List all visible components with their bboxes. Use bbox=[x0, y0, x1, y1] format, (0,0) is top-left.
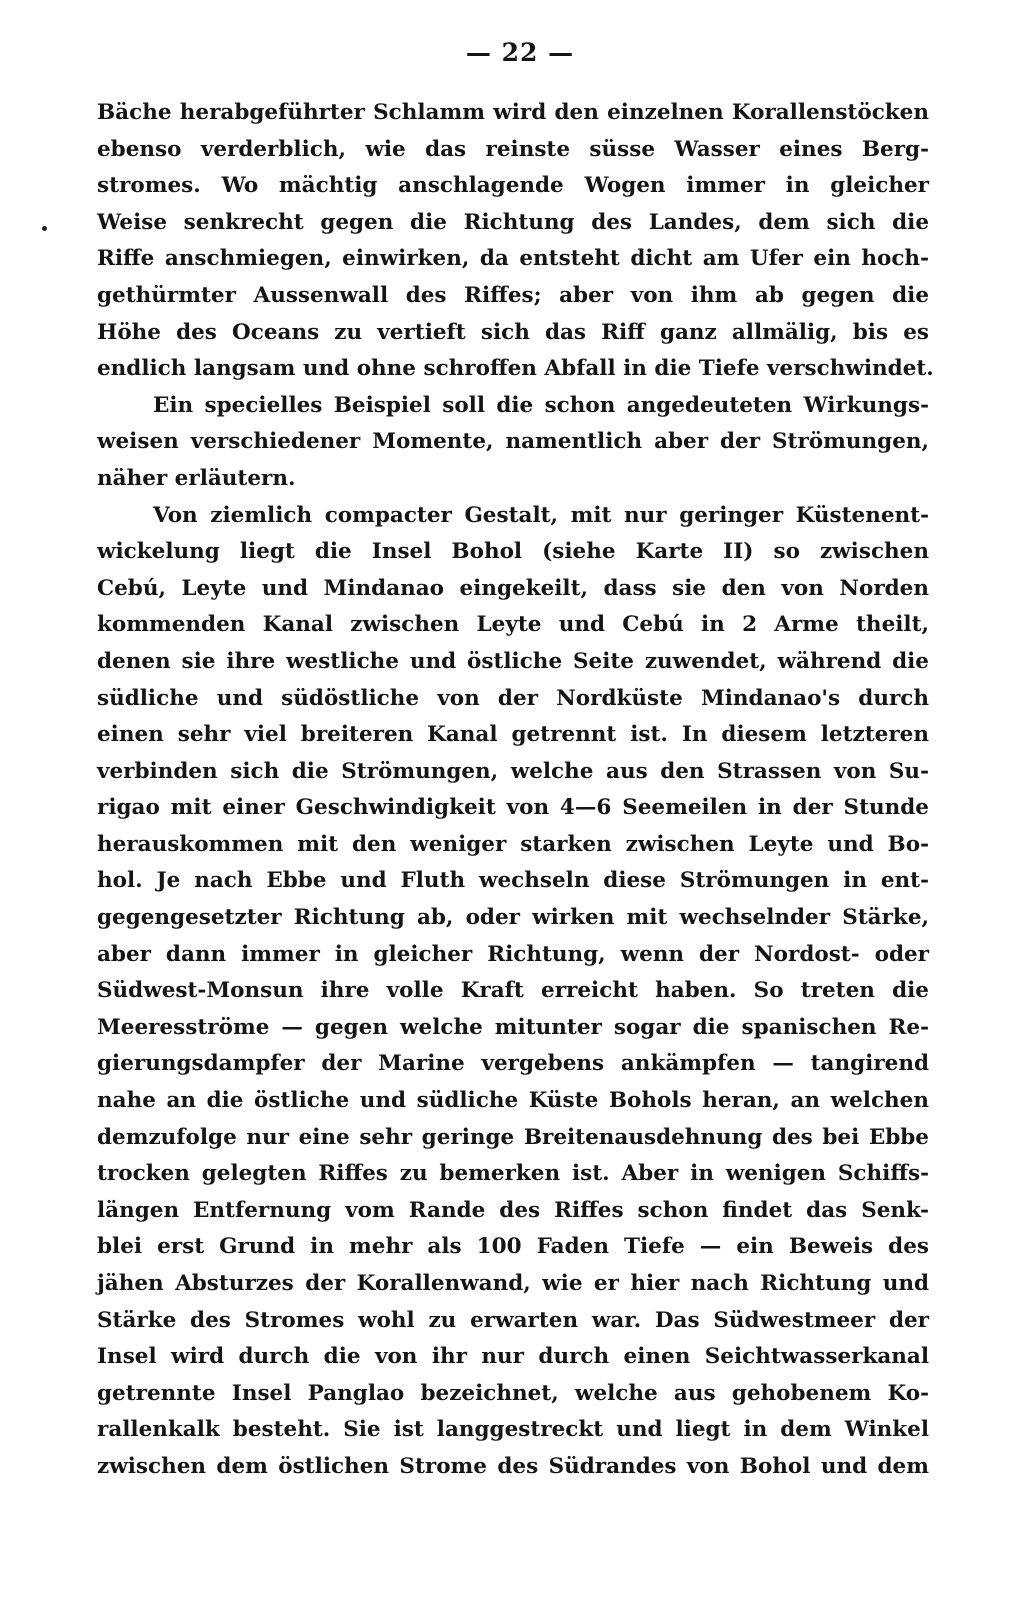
text-line: weisen verschiedener Momente, namentlich aber der Strömungen, bbox=[97, 429, 929, 455]
text-line: längen Entfernung vom Rande des Riffes schon findet das Senk- bbox=[97, 1197, 929, 1223]
text-line: rigao mit einer Geschwindigkeit von 4—6 Seemeilen in der Stunde bbox=[97, 795, 929, 821]
paragraph-start-line: Ein specielles Beispiel soll die schon angedeuteten Wirkungs- bbox=[153, 392, 929, 418]
text-line: einen sehr viel breiteren Kanal getrennt ist. In diesem letzteren bbox=[97, 722, 929, 748]
text-line: Cebú, Leyte und Mindanao eingekeilt, dass sie den von Norden bbox=[97, 575, 929, 601]
text-line: zwischen dem östlichen Strome des Südrandes von Bohol und dem bbox=[97, 1453, 929, 1479]
text-line: kommenden Kanal zwischen Leyte und Cebú in 2 Arme theilt, bbox=[97, 612, 929, 638]
paragraph-start-line: Von ziemlich compacter Gestalt, mit nur geringer Küstenent- bbox=[153, 502, 929, 528]
text-line: verbinden sich die Strömungen, welche aus den Strassen von Su- bbox=[97, 758, 929, 784]
text-line: endlich langsam und ohne schroffen Abfall in die Tiefe verschwindet. bbox=[97, 356, 934, 382]
text-line: Riffe anschmiegen, einwirken, da entsteht dicht am Ufer ein hoch- bbox=[97, 246, 929, 272]
text-line: trocken gelegten Riffes zu bemerken ist. Aber in wenigen Schiffs- bbox=[97, 1161, 929, 1187]
text-line: Insel wird durch die von ihr nur durch einen Seichtwasserkanal bbox=[97, 1344, 929, 1370]
text-line: ebenso verderblich, wie das reinste süsse Wasser eines Berg- bbox=[97, 136, 929, 162]
text-line: näher erläutern. bbox=[97, 465, 296, 491]
text-line: Bäche herabgeführter Schlamm wird den einzelnen Korallenstöcken bbox=[97, 100, 929, 125]
text-line: hol. Je nach Ebbe und Fluth wechseln diese Strömungen in ent- bbox=[97, 868, 929, 894]
body-text bbox=[97, 95, 934, 1486]
text-line: denen sie ihre westliche und östliche Seite zuwendet, während die bbox=[97, 648, 929, 674]
text-line: nahe an die östliche und südliche Küste Bohols heran, an welchen bbox=[97, 1088, 929, 1114]
text-line: blei erst Grund in mehr als 100 Faden Tiefe — ein Beweis des bbox=[97, 1234, 929, 1260]
text-line: getrennte Insel Panglao bezeichnet, welche aus gehobenem Ko- bbox=[97, 1380, 929, 1406]
text-line: Höhe des Oceans zu vertieft sich das Riff ganz allmälig, bis es bbox=[97, 319, 929, 345]
page-number: — 22 — bbox=[465, 38, 575, 67]
text-line: aber dann immer in gleicher Richtung, wenn der Nordost- oder bbox=[97, 941, 929, 967]
text-line: demzufolge nur eine sehr geringe Breitenausdehnung des bei Ebbe bbox=[97, 1124, 929, 1150]
text-line: wickelung liegt die Insel Bohol (siehe Karte II) so zwischen bbox=[97, 539, 929, 565]
text-line: südliche und südöstliche von der Nordküste Mindanao's durch bbox=[97, 685, 929, 711]
text-line: herauskommen mit den weniger starken zwischen Leyte und Bo- bbox=[97, 831, 929, 857]
text-line: gierungsdampfer der Marine vergebens ankämpfen — tangirend bbox=[97, 1051, 929, 1077]
text-line: Weise senkrecht gegen die Richtung des Landes, dem sich die bbox=[97, 209, 929, 235]
margin-dot-mark bbox=[42, 226, 47, 231]
text-line: Südwest-Monsun ihre volle Kraft erreicht haben. So treten die bbox=[97, 978, 929, 1004]
text-line: Meeresströme — gegen welche mitunter sogar die spanischen Re- bbox=[97, 1014, 929, 1040]
text-line: stromes. Wo mächtig anschlagende Wogen immer in gleicher bbox=[97, 173, 929, 199]
text-line: jähen Absturzes der Korallenwand, wie er hier nach Richtung und bbox=[97, 1271, 929, 1296]
text-line: gethürmter Aussenwall des Riffes; aber von ihm ab gegen die bbox=[97, 282, 929, 308]
text-line: rallenkalk besteht. Sie ist langgestreckt und liegt in dem Winkel bbox=[97, 1417, 929, 1443]
text-line: Stärke des Stromes wohl zu erwarten war. Das Südwestmeer der bbox=[97, 1307, 929, 1333]
text-line: gegengesetzter Richtung ab, oder wirken mit wechselnder Stärke, bbox=[97, 905, 929, 931]
